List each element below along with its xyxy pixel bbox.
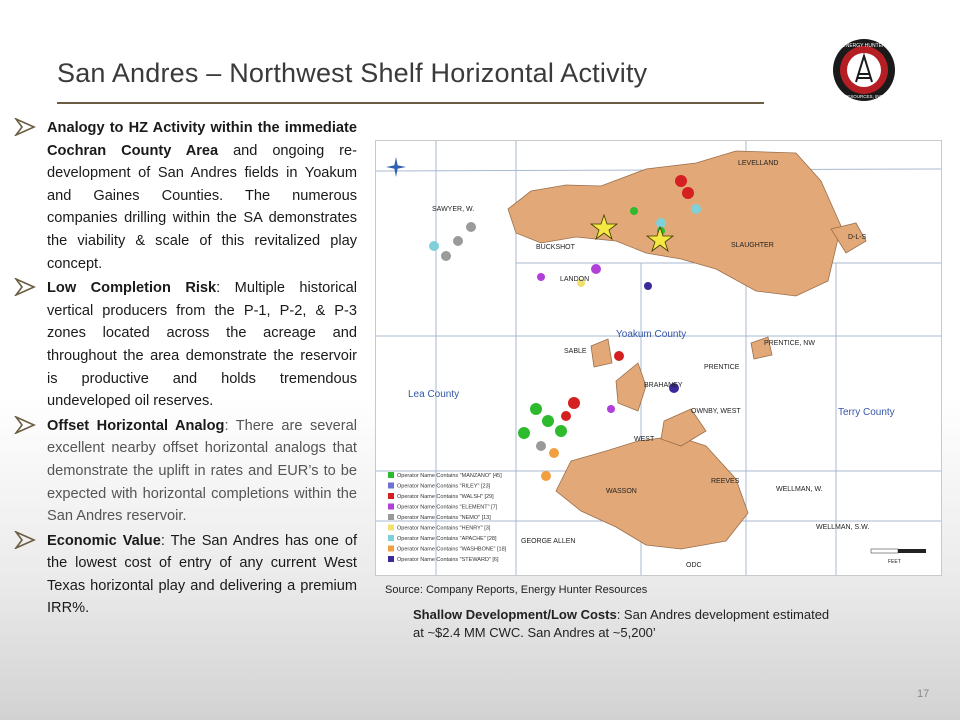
bullet-item <box>12 117 357 275</box>
arrow-bullet-icon <box>14 416 36 434</box>
legend-swatch <box>388 514 394 520</box>
well-marker <box>541 471 551 481</box>
field-map <box>376 141 941 575</box>
well-marker <box>591 264 601 274</box>
legend-label: Operator Name Contains "NEMO" [13] <box>397 515 491 521</box>
field-label: LANDON <box>560 276 590 283</box>
title-divider <box>57 102 764 104</box>
well-marker <box>675 175 687 187</box>
note-text: : San Andres development estimated at ~$2.4 MM CWC. San Andres at ~5,200’ <box>413 607 830 640</box>
well-marker <box>536 441 546 451</box>
bullet-text: : Multiple historical vertical producers from the P-1, P-2, & P-3 zones located across the acreage and throughout the area demonstrate the reservoir is productive and holds tremendous undeveloped oil reserves. <box>47 280 357 410</box>
arrow-bullet-icon <box>14 531 36 549</box>
well-marker <box>682 187 694 199</box>
map-legend <box>388 472 507 563</box>
legend-label: Operator Name Contains "ELEMENT" [7] <box>397 504 498 511</box>
bullet-lead: Economic Value <box>47 532 161 549</box>
well-marker <box>537 273 545 281</box>
field-label: PRENTICE, NW <box>764 340 815 347</box>
bullet-text: : The San Andres has one of the lowest cost of entry of any current West Texas horizontal play and delivering a premium IRR%. <box>47 532 357 617</box>
arrow-bullet-icon <box>14 118 36 136</box>
svg-text:ENERGY HUNTER: ENERGY HUNTER <box>842 43 886 49</box>
well-marker <box>614 351 624 361</box>
well-marker <box>441 251 451 261</box>
legend-swatch <box>388 546 394 552</box>
well-marker <box>429 241 439 251</box>
county-label: Yoakum County <box>616 329 687 340</box>
field-label: WELLMAN, S.W. <box>816 524 870 531</box>
bullet-item <box>12 530 357 620</box>
field-label: SABLE <box>564 348 587 355</box>
field-label: SLAUGHTER <box>731 242 774 249</box>
bullet-item <box>12 415 357 528</box>
bullet-lead: Offset Horizontal Analog <box>47 417 225 434</box>
field-label: LEVELLAND <box>738 160 779 167</box>
field-label: WEST <box>634 436 655 443</box>
legend-swatch <box>388 504 394 510</box>
legend-label: Operator Name Contains "WASHBONE" [18] <box>397 546 507 553</box>
well-marker <box>656 218 666 228</box>
well-marker <box>549 448 559 458</box>
field-label: WELLMAN, W. <box>776 486 823 493</box>
legend-label: Operator Name Contains "HENRY" [3] <box>397 525 491 532</box>
field-label: BRAHANEY <box>644 382 683 389</box>
note-lead: Shallow Development/Low Costs <box>413 607 617 622</box>
bullet-lead: Low Completion Risk <box>47 280 217 297</box>
well-marker <box>568 397 580 409</box>
legend-swatch <box>388 493 394 499</box>
map-figure <box>375 140 942 576</box>
well-marker <box>555 425 567 437</box>
page-number: 17 <box>917 688 930 700</box>
map-source: Source: Company Reports, Energy Hunter Resources <box>385 584 648 596</box>
well-marker <box>561 411 571 421</box>
well-marker <box>607 405 615 413</box>
well-marker <box>453 236 463 246</box>
bullet-item <box>12 277 357 413</box>
company-logo <box>832 38 896 102</box>
well-marker <box>644 282 652 290</box>
arrow-bullet-icon <box>14 278 36 296</box>
field-label: BUCKSHOT <box>536 244 575 251</box>
field-label: OWNBY, WEST <box>691 408 741 415</box>
scale-label: FEET <box>888 559 901 565</box>
field-label: REEVES <box>711 478 740 485</box>
well-marker <box>466 222 476 232</box>
legend-label: Operator Name Contains "STEWARD" [6] <box>397 557 499 563</box>
legend-label: Operator Name Contains "APACHE" [28] <box>397 536 497 542</box>
legend-label: Operator Name Contains "MANZANO" [45] <box>397 473 502 479</box>
legend-swatch <box>388 472 394 478</box>
field-label: D-L-S <box>848 234 867 241</box>
bullet-text: and ongoing re-development of San Andres fields in Yoakum and Gaines Counties. The numerous companies drilling within the SA demonstrates the viability & scale of this revitalized play concept. <box>47 142 357 272</box>
well-marker <box>518 427 530 439</box>
legend-swatch <box>388 535 394 541</box>
well-marker <box>530 403 542 415</box>
field-label: ODC <box>686 562 702 569</box>
field-label: GEORGE ALLEN <box>521 538 576 545</box>
well-marker <box>630 207 638 215</box>
field-label: WASSON <box>606 488 637 495</box>
well-marker <box>691 204 701 214</box>
bullet-list <box>12 117 357 622</box>
field-label: PRENTICE <box>704 364 740 371</box>
county-label: Terry County <box>838 407 895 418</box>
bullet-text: : There are several excellent nearby offset horizontal analogs that demonstrate the uplift in rates and EUR’s to be expected with horizontal completions within the San Andres reservoir. <box>47 417 358 525</box>
legend-swatch <box>388 525 394 531</box>
legend-label: Operator Name Contains "RILEY" [23] <box>397 483 491 490</box>
field-label: SAWYER, W. <box>432 206 475 213</box>
county-label: Lea County <box>408 389 460 400</box>
legend-swatch <box>388 556 394 562</box>
svg-text:RESOURCES, INC.: RESOURCES, INC. <box>843 94 885 99</box>
cost-note <box>413 606 833 642</box>
well-marker <box>542 415 554 427</box>
bullet-lead: Analogy to HZ Activity within the immediate Cochran County Area <box>47 120 357 159</box>
slide-title: San Andres – Northwest Shelf Horizontal Activity <box>57 58 648 88</box>
legend-label: Operator Name Contains "WALSH" [29] <box>397 494 494 500</box>
legend-swatch <box>388 483 394 489</box>
